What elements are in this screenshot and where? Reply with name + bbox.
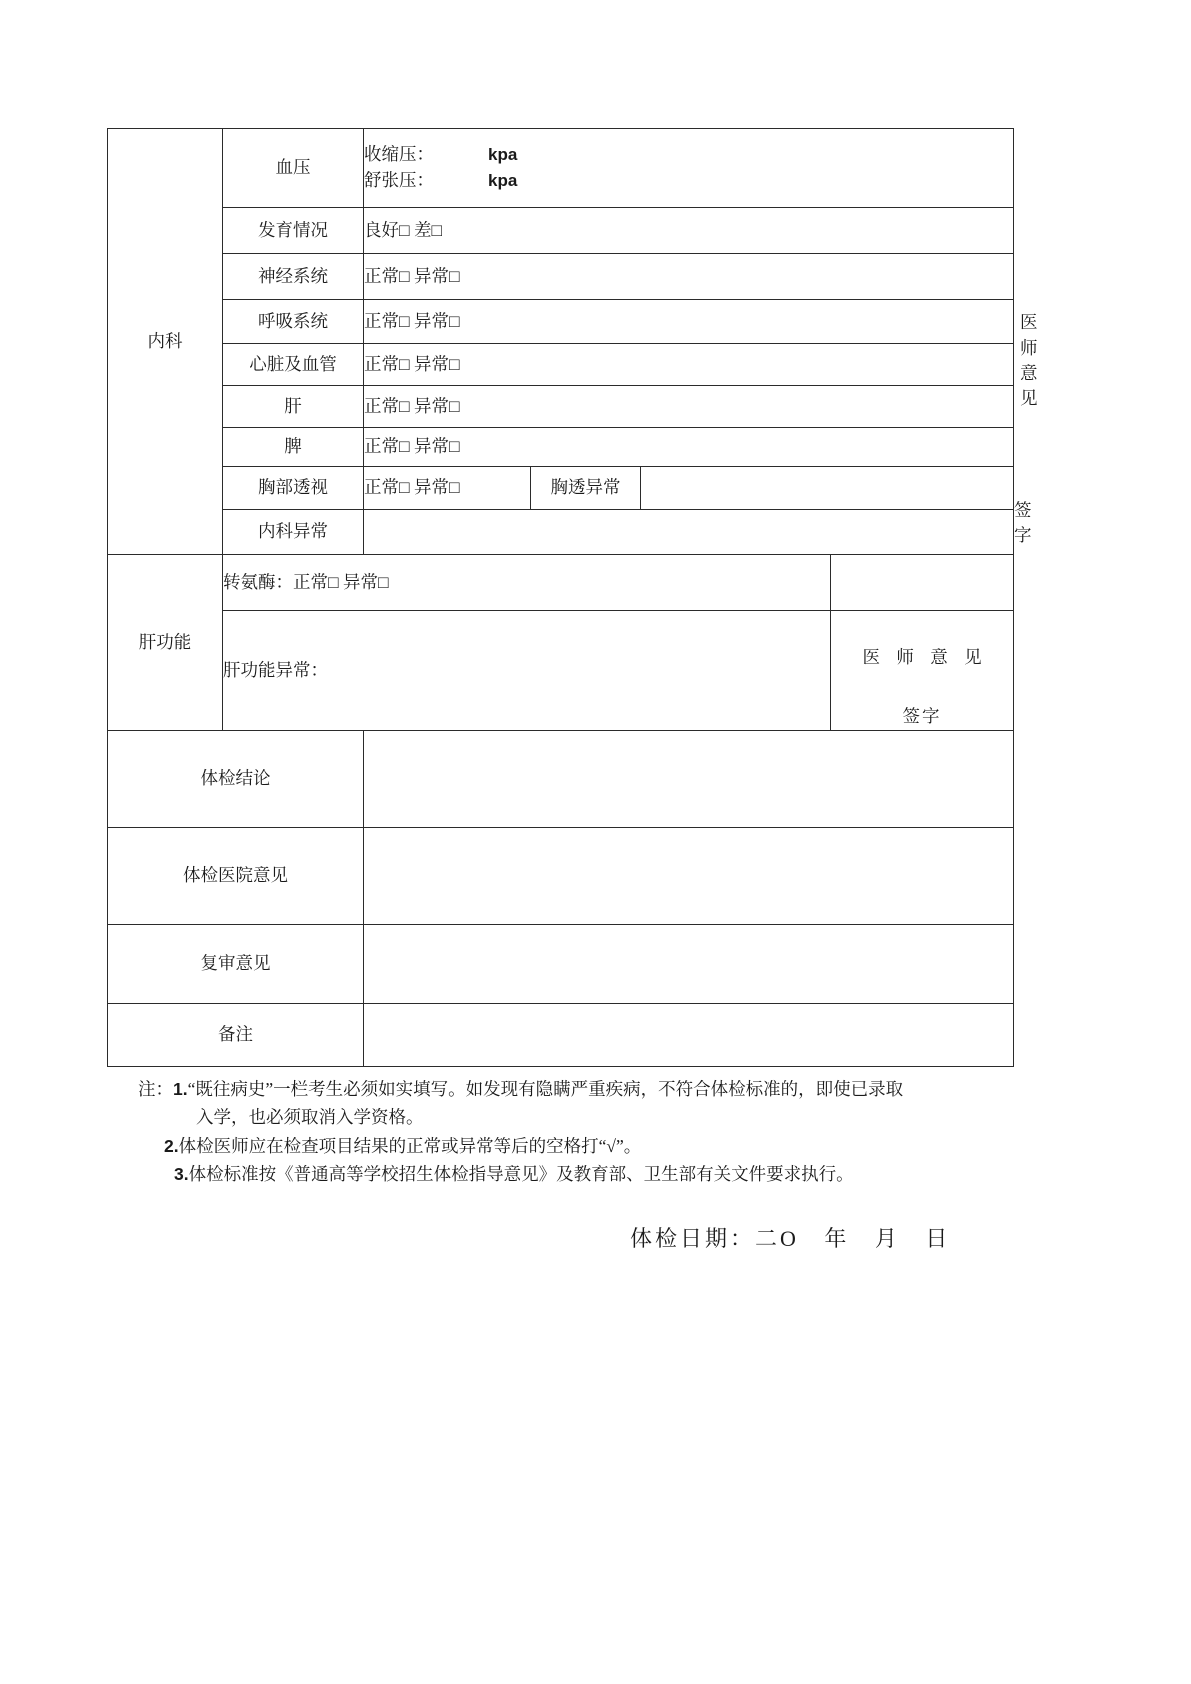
table-row-spleen	[108, 428, 1014, 467]
note-3-text: 体检标准按《普通高等学校招生体检指导意见》及教育部、卫生部有关文件要求执行。	[188, 1164, 854, 1185]
table-row-heart-vessels	[108, 344, 1014, 386]
item-label-respiratory-system: 呼吸系统	[223, 300, 364, 344]
value-review-opinion	[364, 924, 1014, 1003]
table-row-remarks	[108, 1003, 1014, 1066]
label-hospital-opinion: 体检医院意见	[108, 827, 364, 924]
systolic-line: 收缩压： kpa	[364, 144, 518, 165]
table-row-transaminase	[108, 555, 1014, 611]
table-row-development	[108, 208, 1014, 254]
opinion-signature-liver: 签字	[902, 706, 942, 727]
note-3-number: 3.	[174, 1164, 189, 1185]
item-label-development: 发育情况	[223, 208, 364, 254]
label-remarks: 备注	[108, 1003, 364, 1066]
label-exam-conclusion: 体检结论	[108, 730, 364, 827]
note-2-number: 2.	[164, 1135, 179, 1156]
table-row-exam-conclusion	[108, 730, 1014, 827]
value-development: 良好□ 差□	[364, 208, 1014, 254]
doctor-opinion-liver-function	[831, 611, 1014, 731]
table-row-hospital-opinion	[108, 827, 1014, 924]
table-row-liver-function-abnormal	[108, 611, 1014, 731]
note-1-text: “既往病史”一栏考生必须如实填写。如发现有隐瞒严重疾病，不符合体检标准的，即使已录取	[187, 1079, 904, 1099]
item-label-blood-pressure: 血压	[223, 129, 364, 208]
category-internal-medicine: 内科	[108, 129, 223, 555]
label-review-opinion: 复审意见	[108, 924, 364, 1003]
sub-label-chest-abnormal: 胸透异常	[531, 467, 641, 510]
category-liver-function: 肝功能	[108, 555, 223, 731]
table-row-blood-pressure: 内科 血压 收缩压： kpa 舒张压： kpa 医 师 意 见 签字	[108, 129, 1014, 208]
note-2-text: 体检医师应在检查项目结果的正常或异常等后的空格打“√”。	[178, 1135, 642, 1156]
exam-date-line: 体检日期：二O 年 月 日	[630, 1226, 951, 1251]
note-item-1-continued: 入学，也必须取消入学资格。	[196, 1107, 424, 1128]
opinion-title-liver: 医 师 意 见	[862, 647, 988, 667]
value-spleen: 正常□ 异常□	[364, 428, 1014, 467]
value-liver: 正常□ 异常□	[364, 386, 1014, 428]
value-remarks	[364, 1003, 1014, 1066]
item-label-internal-abnormal: 内科异常	[223, 510, 364, 555]
item-label-nervous-system: 神经系统	[223, 254, 364, 300]
medical-exam-form-table	[107, 128, 1044, 1067]
item-label-liver: 肝	[223, 386, 364, 428]
table-row-respiratory-system	[108, 300, 1014, 344]
value-exam-conclusion	[364, 730, 1014, 827]
diastolic-line: 舒张压： kpa	[364, 170, 518, 190]
item-label-spleen: 脾	[223, 428, 364, 467]
value-transaminase: 转氨酶：正常□ 异常□	[223, 555, 831, 611]
diastolic-unit: kpa	[488, 171, 518, 190]
value-nervous-system: 正常□ 异常□	[364, 254, 1014, 300]
value-chest-abnormal	[641, 467, 1014, 510]
table-row-nervous-system	[108, 254, 1014, 300]
table-row-review-opinion	[108, 924, 1014, 1003]
item-label-chest-fluoroscopy: 胸部透视	[223, 467, 364, 510]
table-row-liver	[108, 386, 1014, 428]
value-blood-pressure	[364, 129, 1014, 208]
notes-prefix: 注：	[138, 1079, 173, 1099]
item-label-heart-vessels: 心脏及血管	[223, 344, 364, 386]
note-item-2	[138, 1132, 1068, 1160]
opinion-title: 医 师 意 见	[1020, 312, 1044, 409]
value-liver-function-abnormal: 肝功能异常：	[223, 611, 831, 731]
systolic-unit: kpa	[488, 145, 518, 165]
table-row-internal-abnormal	[108, 510, 1014, 555]
value-internal-abnormal	[364, 510, 1014, 555]
value-hospital-opinion	[364, 827, 1014, 924]
form-notes	[138, 1075, 1068, 1188]
value-chest-fluoroscopy: 正常□ 异常□	[364, 467, 531, 510]
value-respiratory-system: 正常□ 异常□	[364, 300, 1014, 344]
table-row-chest-fluoroscopy	[108, 467, 1014, 510]
value-heart-vessels: 正常□ 异常□	[364, 344, 1014, 386]
note-item-1	[138, 1075, 1068, 1103]
note-1-number: 1.	[173, 1079, 188, 1099]
note-item-3	[138, 1160, 1068, 1188]
